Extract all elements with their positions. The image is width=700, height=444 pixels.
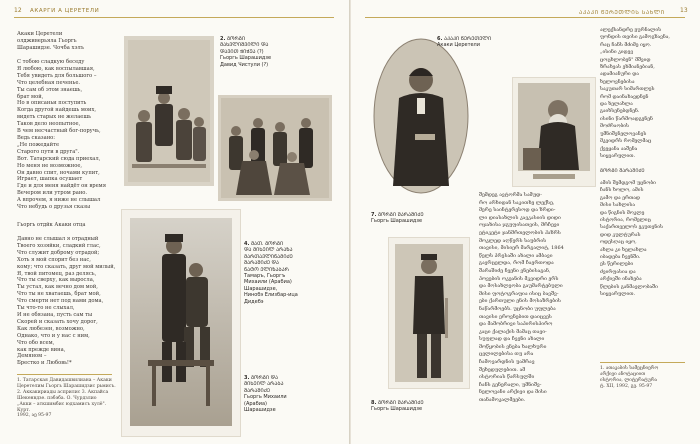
caption-number: 2. [220,36,226,42]
caption-line: Гьоргь Михаили [244,394,287,401]
poem-line: кому; что сказать, друг мой милый, [17,263,116,270]
side-line: ამის შემდგომ უცნობი [600,180,656,186]
footnote-line: 1. ათაკაბის სამეცნიერო [600,366,659,371]
poem-line: Я любою, как воспылавшая, [17,65,95,72]
side-line: იბადება ჩვენში. [600,254,641,261]
caption-line: Гьоргь Шарашидзе [220,55,272,62]
caption-title: ᲒᲝᲠᲒᲘ ᲨᲐᲠᲐᲨᲘᲫᲔ [377,400,424,406]
body-line: კაცი ქალაქის მამაც თავი- [479,328,547,335]
side-column-top [600,27,690,160]
poem-line: Что целебная печенье. [17,79,81,86]
poem-line: А впрочем, я ниже не слышал [17,197,101,204]
body-line: გავრცელდა, რომ ჩაერთოდა [479,260,554,267]
poem-line: Вечером или утром рано. [17,190,88,197]
body-line: შეხედულებით. ამ [479,366,526,373]
body-line: პოვების ოკეანის მკვიდრი ერს [479,275,559,282]
side-line: ზრახვას ეხმიანებიან, [600,64,655,71]
caption-line: Дидебэ [244,298,264,305]
body-line: მისი ფოტოგრაფია ისიც ბავშვ- [479,290,559,297]
caption-number: 8. [371,400,377,406]
caption-2 [220,36,285,68]
body-line: შარაშიძე ჩვენი ვნებისაგან, [479,267,551,274]
caption-line: ᲛᲐᲠᲗᲐᲕᲚᲘᲜᲐᲛᲘᲫᲔ [244,253,293,260]
body-line: ოჯახისა ჯგუფისათვის, მრჩევი [479,222,560,229]
caption-3 [244,375,316,413]
elder-portrait-photo [513,78,595,186]
footnote-line: „Акки – аткшимбис юдхамисъ хулё". Курт. [17,401,107,413]
left-footnote [17,378,117,419]
poem-line: Старого пути в друга". [17,148,80,155]
side-line: ცოცხლობენ" მშვიდ [600,56,651,63]
side-line: სიყვარულით. [600,152,636,159]
caption-number: 4. [244,241,250,247]
body-line: თავისი ეროვნებით დაიცვეს [479,313,552,320]
caption-title: ᲒᲝᲠᲒᲘ ᲨᲐᲠᲐᲨᲘᲫᲔ [377,212,424,218]
officer-portrait-photo [389,238,469,388]
poem-line: Вот. Татарский сюда приехал, [17,155,101,162]
poem-line: Хоть я мой спорит без нас, [17,256,91,263]
body-line: სუფლად და ჩვენი ახალი [479,336,545,343]
side-line: უმნიშვნელოვანეს [600,130,647,137]
side-line: ისინი წარმოადგენენ [600,115,653,122]
side-line: წლების განმავლობაში [600,283,658,290]
caption-line: Тамаръ, Гьоргъ [244,273,286,280]
side-column-bottom [600,180,690,299]
poem-line: Таков дело неопытное, [17,121,81,128]
body-line: თანამოკალმეები. [479,397,526,404]
side-line: ფონდის თვისი გამოგზავნა, [600,34,670,41]
caption-title: ᲒᲝᲠᲒᲘ ᲓᲐ [250,375,279,381]
footnote-line: ისტორია, ლიტერატურა [600,377,658,383]
poem-line: Твоего хозяйки, сладкий глас, [17,242,101,249]
caption-line: Шарашидзе, [244,285,278,292]
body-line: და მამობრივი საპირისპირო [479,321,553,328]
poem-line: Ведь сказано: [17,134,56,141]
side-line: გამო და ერთად [600,194,640,201]
side-line: არქივში ინახება [600,276,642,283]
caption-line: Давид Чистули (?) [220,61,269,68]
caption-number: 6. [437,36,443,42]
body-line: ნელოვანი არქივი და მისი [479,389,547,396]
body-line: მერე საინტერესოდ და ზრდი- [479,207,556,214]
poem-line: И не обязана, пусть сам ты [17,311,93,318]
side-line: ეს წერილები [600,261,634,268]
side-line: მოძრაობის [600,123,629,130]
body-line: მოკლედ აღწერს საუბრის [479,237,547,244]
body-line: და მოსახლეობა გაუმარტებული [479,283,563,290]
footnote-line: 2. Аккакириады асприлис 3. Акпайса [17,389,109,395]
footnote-line: არქივი ანოტაციით [600,371,646,377]
two-men-photo [122,210,240,436]
left-page [0,0,349,444]
group-portrait-photo [124,36,214,186]
caption-line: ᲜᲐᲢᲝ ᲔᲚᲘᲖᲐᲑᲐᲠ [244,266,289,273]
poem-line: Ты сам об этом знаешь, [17,86,83,93]
body-text [479,192,594,405]
right-page-number: 13 [680,7,688,14]
poem-line: Что смерти нет под нами дома, [17,298,104,305]
poem-line: Как любезен, возможно, [17,325,85,332]
poem-line: как прежде вина, [17,346,66,353]
intro-line: Акаки Церетели [17,31,63,37]
body-line: ისტორიას წარსულში [479,374,535,381]
section-title: Гьоргь отдйк Акаки отца [17,222,86,228]
caption-8 [371,400,471,413]
poem-line: Что небудь о друзья сказы [17,204,91,211]
body-line: წელს პრესაში ახალი ამბავი [479,252,553,259]
caption-title: ᲛᲐᲗ. ᲒᲝᲠᲒᲘ [250,241,284,247]
oval-portrait-photo [371,36,471,196]
body-line: რო არხიდან საკითხე ლექსე, [479,199,555,206]
poem-line: Когда другой найдешь моих, [17,107,97,114]
footnote-line: 1. Татарская Давидашвилиана – Акаки [17,378,112,383]
footnote-rule [17,374,112,375]
caption-6 [437,36,512,49]
caption-line: Шарашидзе [244,407,276,414]
body-line: ეტიკეტი ჯანმრთელობის ჰაზრს [479,229,561,236]
side-line: ხელოვნებისა [600,78,635,85]
caption-line: Акаки Церетели [437,42,481,49]
body-line: მოწყობის ვნება ხალხური [479,343,547,350]
side-line: ალექსანდრე ჟურნალის [600,27,662,33]
poem-line: Что служит доброму отрадой; [17,249,100,256]
right-page [351,0,700,444]
body-line: თავისი, მისიერ მარგალიტ, 1864 [479,245,564,252]
footnote-line: ტ. XII, 1992, გვ. 95-97 [600,383,653,389]
poem-line: Я, твой питомец, раз делясь, [17,270,97,277]
poem-line: Ты что-то не слыхал, [17,305,75,312]
poem-line: Где и для меня найдёт он время [17,183,106,190]
intro-line: олдживерьяла Гьоргь [17,37,77,44]
caption-line: ᲛᲘᲮᲔᲘᲚ ᲐᲠᲐᲑᲐ [244,381,284,388]
poem-line: Что ты не хватаешь, брат мой, [17,291,101,298]
body-line: ნაწარმოებს. უცნობი უფლება [479,305,556,312]
poem-line: Демяном – [17,353,47,360]
footnote-line: Церетелим Гьоргь Шарашидзис рьмисъ. [17,383,116,389]
poem-line: Ты устал, как вечно дом мой, [17,284,98,291]
body-line: ჩანს გენერალი, უმნიშვ- [479,381,542,388]
caption-line: (Арабиа) [244,400,267,407]
poem-line: Однако, что и у нас с ним, [17,332,90,339]
poem-line: Скорей и сказать хочу дорог, [17,318,98,325]
left-header-rule [14,17,334,18]
poem-two [17,236,117,367]
side-line: და ხელახლა [600,101,633,108]
side-line: საკუთარ სიმართლეს [600,86,655,93]
side-line: სიყვარულით. [600,291,636,298]
poem-line: „Не пожедайте [17,141,60,148]
side-line: და წიგნის მოკლე [600,209,645,216]
poem-one [17,59,117,211]
side-column-title: ᲒᲝᲠᲒᲘ ᲨᲐᲠᲐᲨᲘᲫᲔ [600,168,645,174]
caption-line: ᲨᲐᲠᲐᲨᲘᲫᲔ ᲓᲐ [244,260,279,267]
body-line: შემდეგ ავტორმა სამუდ- [479,192,542,198]
side-line: ოდესღაც იყო, [600,239,637,246]
caption-line: ᲓᲐ ᲛᲘᲮᲔᲘᲚ ᲐᲠᲐᲖᲐ [244,247,293,254]
footnote-line: Шекенвдзе. пэбэба. О. Чурдзлио [17,395,97,401]
caption-line: Гьоргь Шарашидзе [371,218,423,225]
side-line: ისტორია, რომელიც [600,217,651,224]
caption-4 [244,241,316,305]
side-line: ჩანს ხოლო, ამის [600,187,644,194]
poem-line: Что ты сверху, как выросла, [17,277,95,284]
right-footnote [600,366,692,390]
poem-line: Тебя увидеть для большого – [17,72,97,79]
side-line: რომ დაინახავდნენ [600,93,649,100]
side-line: „ისინი კიდევ [600,49,634,56]
body-line: ჩამოვარდნის უამრავ [479,359,535,366]
right-header-rule [365,17,685,18]
caption-line: Нинобэ Елизбар-ица [244,292,298,299]
caption-number: 7. [371,212,377,218]
footnote-line: 1992, აე 95-97 [17,413,52,419]
intro-line: Шарашидзе. Чочба хэлъ [17,44,84,51]
caption-7 [371,212,471,225]
left-page-number: 12 [14,7,22,14]
caption-number: 3. [244,375,250,381]
side-line: ძვირფასია და [600,268,636,275]
poem-line: Но в описаньи поступить [17,100,87,107]
right-running-header: ᲐᲙᲐᲙᲘ ᲬᲔᲠᲔᲗᲚᲘᲡ ᲡᲐᲮᲚᲘ [579,10,665,16]
poem-line: С тобою сладкую беседу [17,59,85,65]
body-line: ცვლილებისა თუ არა [479,351,534,358]
poem-line: Брестко и Любовь!* [17,360,72,367]
side-line: საქართველოს ეკუთვნის [600,224,663,231]
side-line: ქვეყანა ააშენა [600,145,638,152]
body-line: ები ქართული ენის მოსაზრების [479,298,561,305]
caption-title: ᲒᲝᲠᲒᲘ ᲛᲐᲮᲕᲚᲘᲨᲕᲘᲚᲘ ᲓᲐ [220,36,269,49]
side-line: მისი სახლისა [600,202,636,209]
poem-line: Но меня не возможное, [17,162,83,169]
side-line: რაც ჩანს მძიმე იყო. [600,41,652,48]
poem-line: видеть старых не желаешь [17,114,92,121]
caption-line: ᲓᲐᲕᲘᲗ ᲭᲘᲭᲣᲐ (?) [220,48,264,55]
poem-line: брат мой, [17,93,44,100]
poem-line: Давно не слышал я отрадный [17,236,99,242]
side-line: ახლა კი ხელახლა [600,246,647,253]
side-line: მკვიდრს რომელმაც [600,138,652,145]
poem-line: Играет, шапка осушает [17,176,83,183]
poem-line: Он давно спит, ночами купит, [17,169,100,176]
intro-block [17,31,117,52]
family-portrait-photo [218,95,332,201]
left-running-header: АКАРГИ А ЦЕРЕТЕЛИ [30,8,100,14]
caption-line: ᲨᲐᲠᲐᲨᲘᲫᲔ [244,387,270,394]
poem-line: Что обо всем, [17,339,55,346]
poem-line: В чем несчастный бог-поручь, [17,128,101,135]
side-line: დიდ კულტურას [600,231,641,238]
caption-line: Михаили (Арабиа) [244,279,292,286]
caption-line: Гьоргь Шарашидзе [371,406,423,413]
caption-title: ᲐᲙᲐᲙᲘ ᲬᲔᲠᲔᲗᲔᲚᲘ [443,36,492,42]
body-line: ლი დიასახლის კავკასიის დიდი [479,214,561,221]
side-line: გაიხსენებდნენ. [600,108,640,115]
side-line: ადამიანური და [600,71,639,78]
right-footnote-rule [600,362,685,363]
